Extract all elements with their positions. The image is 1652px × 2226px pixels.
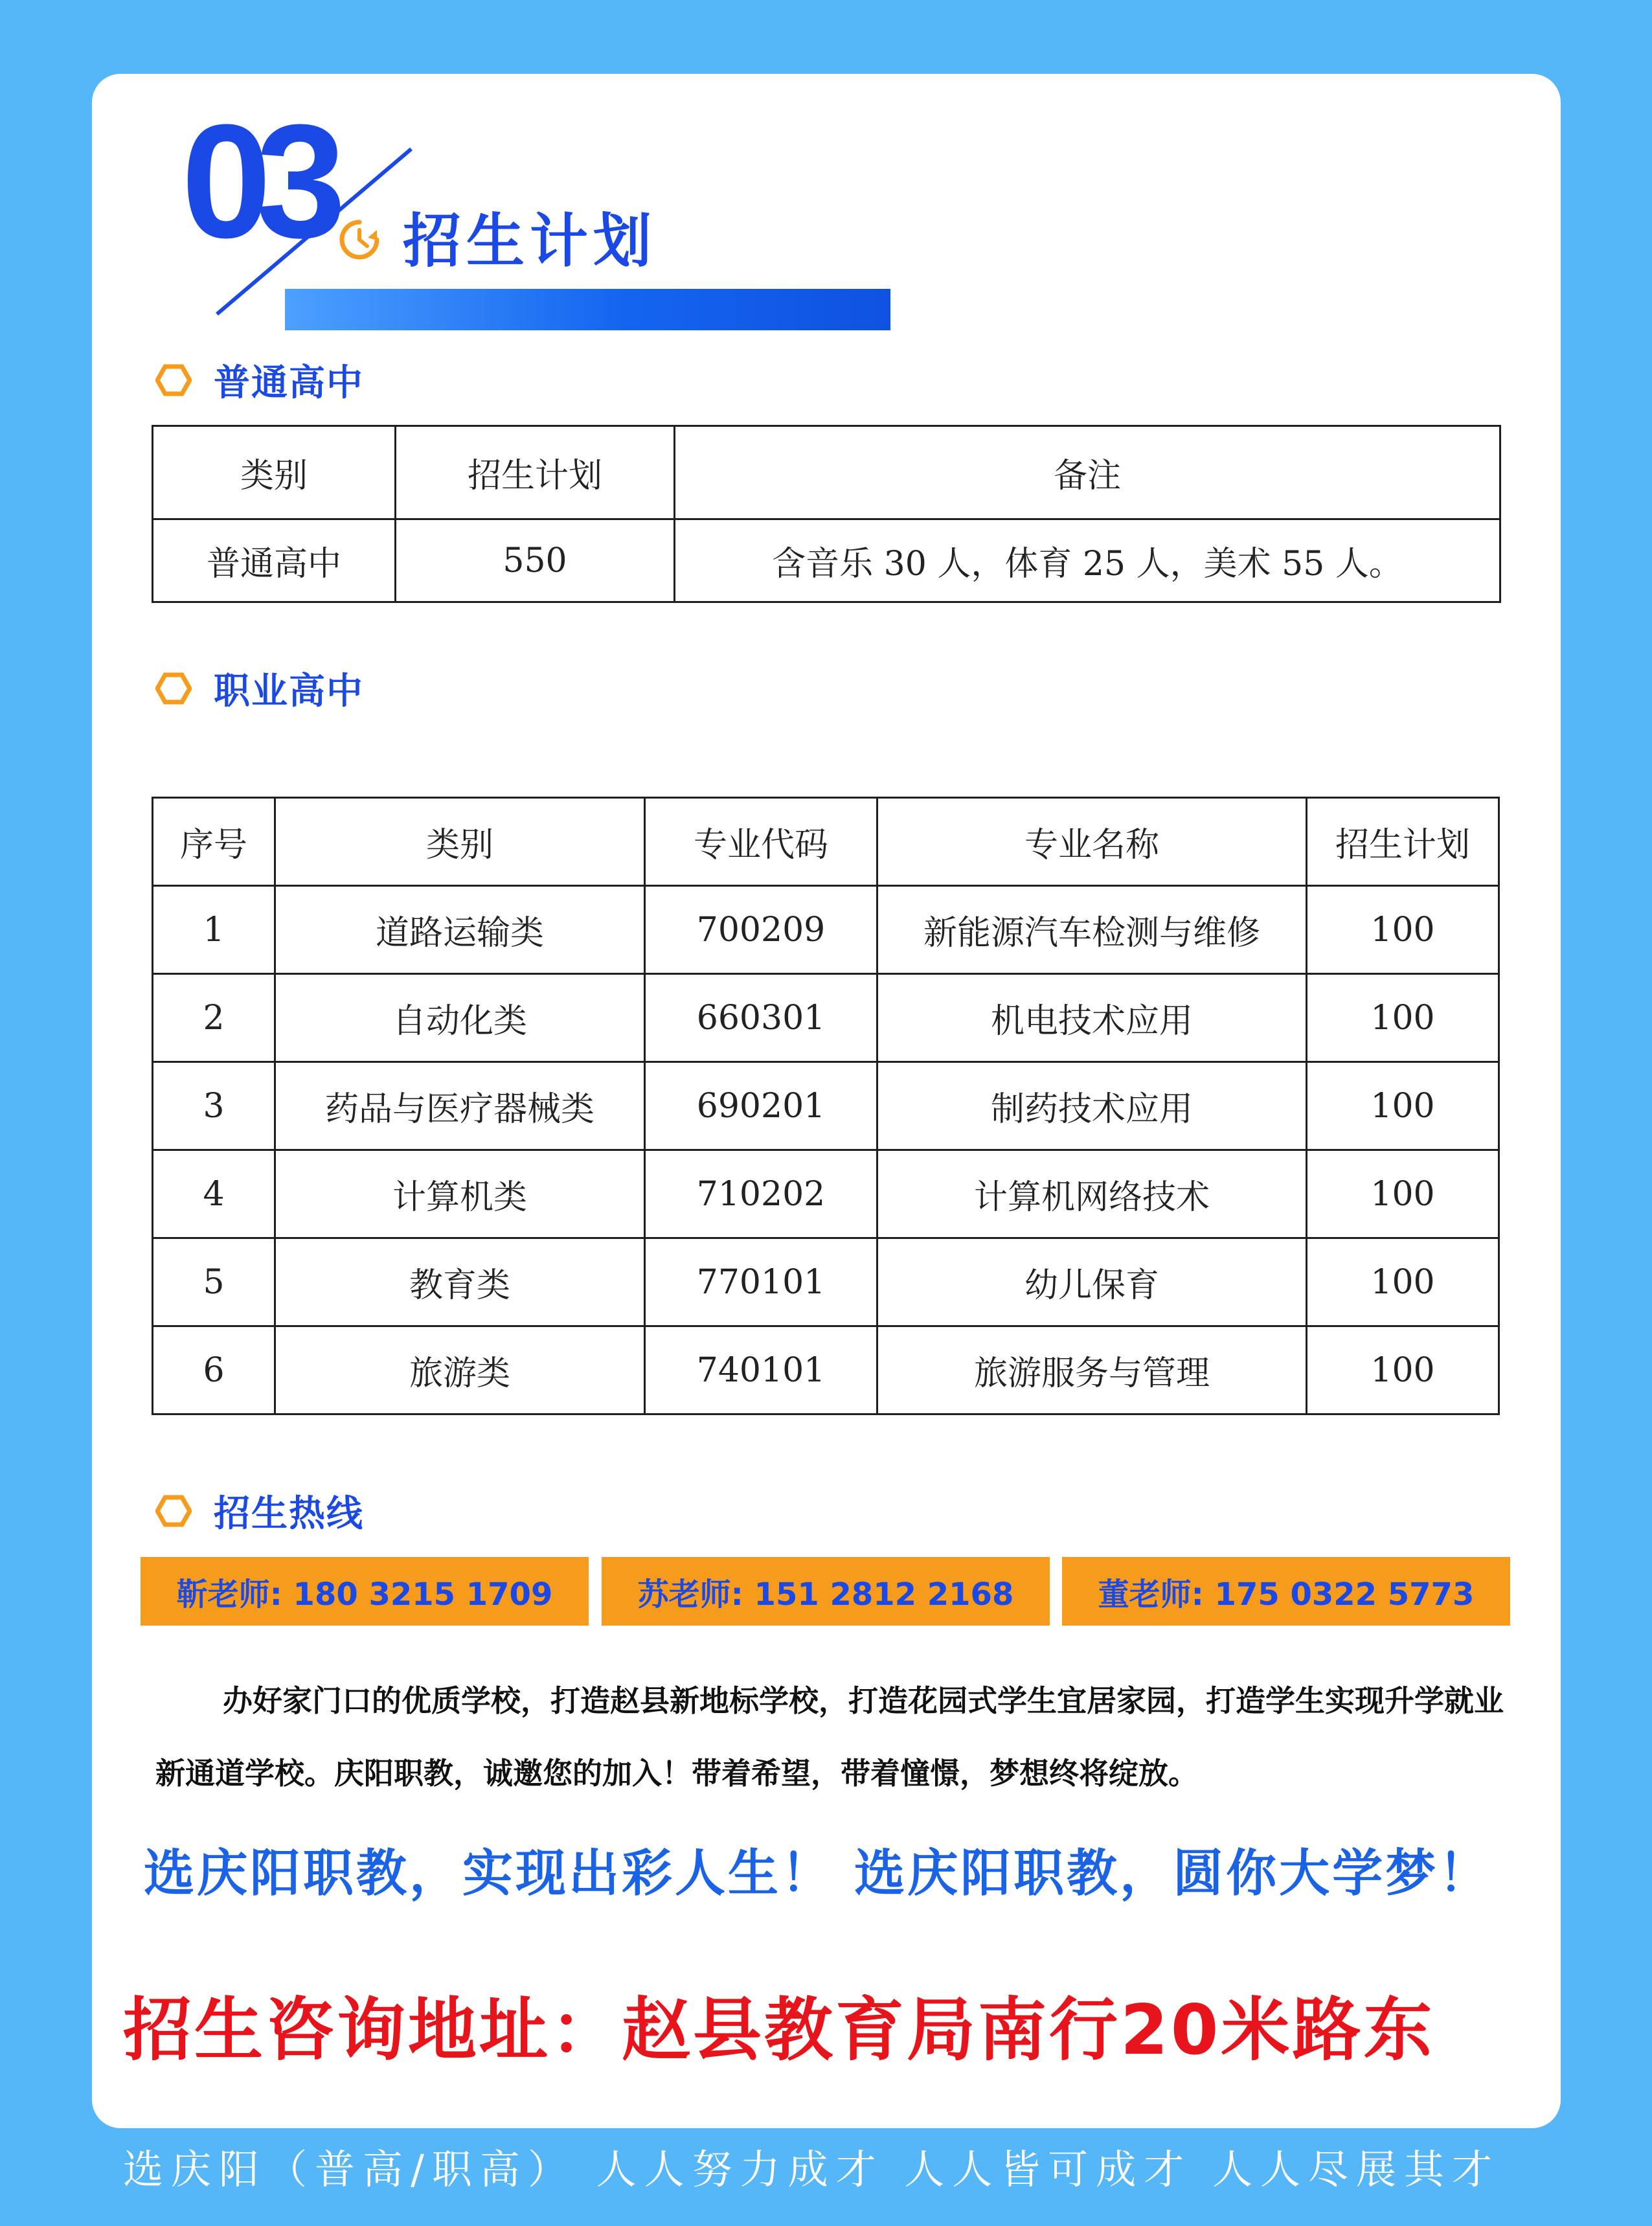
table-header-cell: 招生计划 <box>396 426 675 519</box>
table-row <box>153 1238 1499 1326</box>
table-row <box>153 1150 1499 1238</box>
hexagon-icon <box>155 1495 192 1527</box>
table-cell: 计算机类 <box>275 1150 645 1238</box>
high-school-table <box>152 425 1501 603</box>
table-row <box>153 974 1499 1062</box>
table-cell: 710202 <box>645 1150 877 1238</box>
table-header-cell: 招生计划 <box>1307 798 1499 886</box>
table-cell: 100 <box>1307 886 1499 974</box>
title-underline-bar <box>285 289 890 330</box>
page-title: 招生计划 <box>403 207 657 275</box>
section-title: 职业高中 <box>214 670 364 712</box>
table-row <box>153 886 1499 974</box>
table-header-row <box>153 798 1499 886</box>
hexagon-icon <box>155 672 192 705</box>
section-title: 普通高中 <box>214 362 364 404</box>
table-cell: 机电技术应用 <box>877 974 1307 1062</box>
table-cell: 100 <box>1307 1238 1499 1326</box>
hexagon-icon <box>155 364 192 396</box>
table-cell: 6 <box>153 1326 275 1414</box>
table-row <box>153 519 1500 602</box>
table-cell: 100 <box>1307 1326 1499 1414</box>
table-cell: 5 <box>153 1238 275 1326</box>
clock-icon <box>337 217 382 262</box>
table-cell: 道路运输类 <box>275 886 645 974</box>
table-cell: 普通高中 <box>153 519 396 602</box>
table-header-cell: 序号 <box>153 798 275 886</box>
vocational-table <box>152 797 1500 1415</box>
table-cell: 教育类 <box>275 1238 645 1326</box>
table-cell: 自动化类 <box>275 974 645 1062</box>
table-cell: 制药技术应用 <box>877 1062 1307 1150</box>
intro-paragraph: 办好家门口的优质学校，打造赵县新地标学校，打造花园式学生宜居家园，打造学生实现升学就业新通道学校。庆阳职教，诚邀您的加入！带着希望，带着憧憬，梦想终将绽放。 <box>155 1683 1504 1791</box>
table-cell: 1 <box>153 886 275 974</box>
table-cell: 3 <box>153 1062 275 1150</box>
table-cell: 770101 <box>645 1238 877 1326</box>
section-high-school <box>155 358 364 403</box>
table-cell: 2 <box>153 974 275 1062</box>
slogan: 选庆阳职教，实现出彩人生！ 选庆阳职教，圆你大学梦！ <box>144 1845 1492 1903</box>
table-cell: 旅游服务与管理 <box>877 1326 1307 1414</box>
table-header-cell: 备注 <box>675 426 1500 519</box>
hotline-contact: 苏老师: 151 2812 2168 <box>602 1557 1050 1626</box>
table-cell: 幼儿保育 <box>877 1238 1307 1326</box>
table-row <box>153 1062 1499 1150</box>
table-cell: 100 <box>1307 974 1499 1062</box>
address: 招生咨询地址：赵县教育局南行20米路东 <box>123 1990 1435 2070</box>
section-vocational <box>155 666 364 711</box>
table-header-row <box>153 426 1500 519</box>
table-cell: 4 <box>153 1150 275 1238</box>
section-title: 招生热线 <box>214 1493 364 1535</box>
table-cell: 690201 <box>645 1062 877 1150</box>
table-row <box>153 1326 1499 1414</box>
table-cell: 计算机网络技术 <box>877 1150 1307 1238</box>
table-cell: 660301 <box>645 974 877 1062</box>
table-cell: 新能源汽车检测与维修 <box>877 886 1307 974</box>
table-cell: 740101 <box>645 1326 877 1414</box>
table-header-cell: 类别 <box>275 798 645 886</box>
hotline-contact: 董老师: 175 0322 5773 <box>1062 1557 1510 1626</box>
table-cell: 550 <box>396 519 675 602</box>
hotline-contact: 靳老师: 180 3215 1709 <box>141 1557 589 1626</box>
table-cell: 700209 <box>645 886 877 974</box>
table-cell: 旅游类 <box>275 1326 645 1414</box>
table-header-cell: 专业代码 <box>645 798 877 886</box>
section-hotline <box>155 1488 364 1534</box>
table-cell: 含音乐 30 人，体育 25 人，美术 55 人。 <box>675 519 1500 602</box>
table-header-cell: 类别 <box>153 426 396 519</box>
table-cell: 100 <box>1307 1062 1499 1150</box>
table-cell: 100 <box>1307 1150 1499 1238</box>
footer-text: 选庆阳（普高/职高） 人人努力成才 人人皆可成才 人人尽展其才 <box>123 2146 1500 2193</box>
table-header-cell: 专业名称 <box>877 798 1307 886</box>
table-cell: 药品与医疗器械类 <box>275 1062 645 1150</box>
section-number: 03 <box>181 91 331 271</box>
